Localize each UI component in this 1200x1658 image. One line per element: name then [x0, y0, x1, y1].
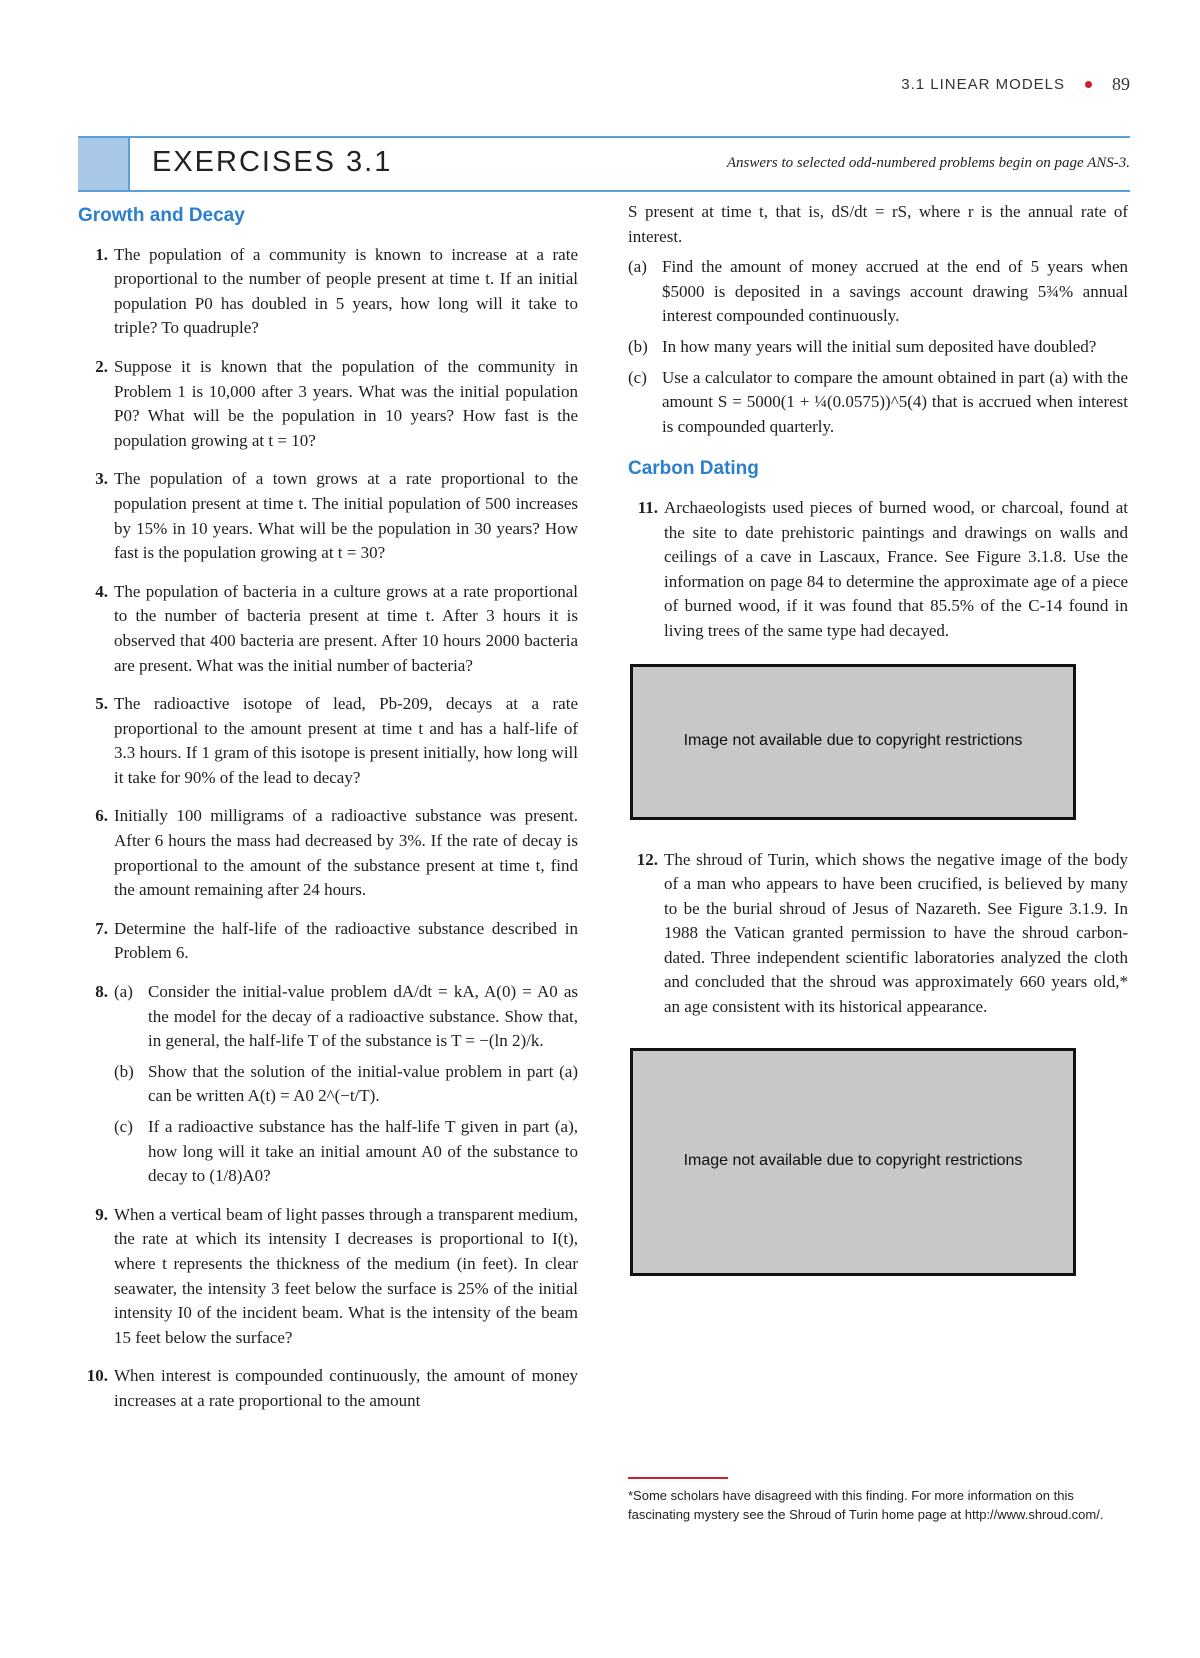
- problem-number: 7.: [95, 918, 108, 938]
- section-heading-growth: Growth and Decay: [78, 205, 245, 226]
- problem-10c: [628, 366, 1128, 440]
- part-label: (b): [628, 336, 648, 356]
- part-label: (c): [628, 367, 647, 387]
- part-text: Find the amount of money accrued at the end of 5 years when $5000 is deposited in a savings account drawing 5¾% annual interest compounded continuously.: [662, 257, 1128, 326]
- section-title: 3.1 LINEAR MODELS: [901, 76, 1065, 93]
- problem-text: The population of bacteria in a culture grows at a rate proportional to the number of bacteria present at time t. After 3 hours it is observed that 400 bacteria are present. After 10 hours 2000 bacteria are present. What was the initial number of bacteria?: [114, 581, 578, 675]
- problem-number: 2.: [95, 356, 108, 376]
- problem-10: [78, 1364, 578, 1413]
- problem-number: 3.: [95, 469, 108, 489]
- problem-10a: [628, 255, 1128, 329]
- problem-text: The radioactive isotope of lead, Pb-209, decays at a rate proportional to the amount present at time t and has a half-life of 3.3 hours. If 1 gram of this isotope is present initially, how long will it take for 90% of the lead to decay?: [114, 694, 578, 787]
- page-number: 89: [1112, 74, 1130, 94]
- section-heading-carbon: Carbon Dating: [628, 458, 759, 480]
- problem-number: 9.: [95, 1204, 108, 1224]
- problem-number: 10.: [86, 1366, 108, 1386]
- problem-text: Suppose it is known that the population of the community in Problem 1 is 10,000 after 3 years. What was the initial population P0? What will be the population in 10 years? How fast is the population growing at t = 10?: [114, 356, 578, 450]
- problem-8: [78, 980, 578, 1189]
- running-head: [901, 74, 1130, 95]
- problem-8a: [114, 980, 578, 1054]
- problem-text: The population of a town grows at a rate proportional to the population present at time t. The initial population of 500 increases by 15% in 10 years. What will be the population in 30 years? How fast is the population growing at t = 30?: [114, 469, 578, 563]
- problem-10-continued: S present at time t, that is, dS/dt = rS, where r is the annual rate of interest.: [628, 202, 1128, 246]
- problem-7: [78, 917, 578, 966]
- problem-5: [78, 692, 578, 790]
- footnote: *Some scholars have disagreed with this finding. For more information on this fascinating mystery see the Shroud of Turin home page at http://www.shroud.com/.: [628, 1488, 1104, 1522]
- part-label: (c): [114, 1117, 133, 1136]
- problem-text: When interest is compounded continuously, the amount of money increases at a rate proportional to the amount: [114, 1366, 578, 1410]
- image-placeholder-1: [630, 664, 1076, 820]
- problem-1: [78, 243, 578, 341]
- part-text: In how many years will the initial sum deposited have doubled?: [662, 336, 1097, 356]
- problem-6: [78, 804, 578, 902]
- footnote-rule: [628, 1477, 728, 1479]
- bullet-icon: [1085, 81, 1092, 88]
- problem-11: [628, 496, 1128, 644]
- placeholder-text: Image not available due to copyright restrictions: [683, 1152, 1023, 1170]
- part-text: Consider the initial-value problem dA/dt = kA, A(0) = A0 as the model for the decay of a radioactive substance. Show that, in general, the half-life T of the substance is T = −(ln 2)/k.: [148, 982, 578, 1051]
- problem-text: Archaeologists used pieces of burned wood, or charcoal, found at the site to date prehistoric paintings and drawings on walls and ceilings of a cave in Lascaux, France. See Figure 3.1.8. Use the information on page 84 to determine the approximate age of a piece of burned wood, if it was found that 85.5% of the C-14 found in living trees of the same type had decayed.: [664, 497, 1128, 640]
- problem-text: Determine the half-life of the radioactive substance described in Problem 6.: [114, 918, 578, 963]
- problem-10b: [628, 335, 1128, 360]
- problem-12: [628, 848, 1128, 1020]
- problem-8c: [114, 1115, 578, 1189]
- problem-3: [78, 467, 578, 565]
- right-column: [628, 200, 1128, 1304]
- exercises-title: EXERCISES 3.1: [152, 146, 393, 178]
- problem-text: When a vertical beam of light passes through a transparent medium, the rate at which its intensity I decreases is proportional to I(t), where t represents the thickness of the medium (in feet). In clear seawater, the intensity 3 feet below the surface is 25% of the initial intensity I0 of the incident beam. What is the intensity of the beam 15 feet below the surface?: [114, 1204, 578, 1347]
- problem-2: [78, 355, 578, 453]
- answers-note: Answers to selected odd-numbered problems begin on page ANS-3.: [726, 155, 1130, 171]
- part-text: If a radioactive substance has the half-life T given in part (a), how long will it take an initial amount A0 of the substance to decay to (1/8)A0?: [148, 1117, 578, 1186]
- problem-number: 12.: [636, 849, 658, 869]
- problem-number: 8.: [95, 982, 108, 1002]
- problem-8b: [114, 1060, 578, 1109]
- problem-number: 4.: [95, 581, 108, 601]
- problem-text: The population of a community is known to increase at a rate proportional to the number of people present at time t. If an initial population P0 has doubled in 5 years, how long will it take to triple? To quadruple?: [114, 244, 578, 338]
- part-text: Use a calculator to compare the amount obtained in part (a) with the amount S = 5000(1 + ¼(0.0575))^5(4) that is accrued when interest is compounded quarterly.: [662, 367, 1128, 436]
- part-label: (a): [628, 257, 647, 277]
- exercises-banner: [78, 136, 1130, 192]
- problem-9: [78, 1203, 578, 1351]
- problem-text: The shroud of Turin, which shows the negative image of the body of a man who appears to have been crucified, is believed by many to be the burial shroud of Jesus of Nazareth. See Figure 3.1.9. In 1988 the Vatican granted permission to have the shroud carbon-dated. Three independent scientific laboratories analyzed the cloth and concluded that the shroud was approximately 660 years old,* an age consistent with its historical appearance.: [664, 849, 1128, 1017]
- banner-color-block: [78, 138, 130, 190]
- left-column: [78, 200, 578, 1428]
- problem-number: 6.: [95, 806, 108, 826]
- problem-text: Initially 100 milligrams of a radioactive substance was present. After 6 hours the mass had decreased by 3%. If the rate of decay is proportional to the amount of the substance present at time t, find the amount remaining after 24 hours.: [114, 806, 578, 900]
- part-label: (a): [114, 982, 133, 1002]
- problem-number: 11.: [637, 497, 658, 517]
- placeholder-text: Image not available due to copyright restrictions: [683, 732, 1023, 750]
- part-text: Show that the solution of the initial-value problem in part (a) can be written A(t) = A0 2^(−t/T).: [148, 1061, 578, 1106]
- image-placeholder-2: [630, 1048, 1076, 1276]
- problem-number: 1.: [95, 244, 108, 264]
- problem-4: [78, 580, 578, 678]
- problem-number: 5.: [95, 694, 108, 714]
- part-label: (b): [114, 1061, 134, 1081]
